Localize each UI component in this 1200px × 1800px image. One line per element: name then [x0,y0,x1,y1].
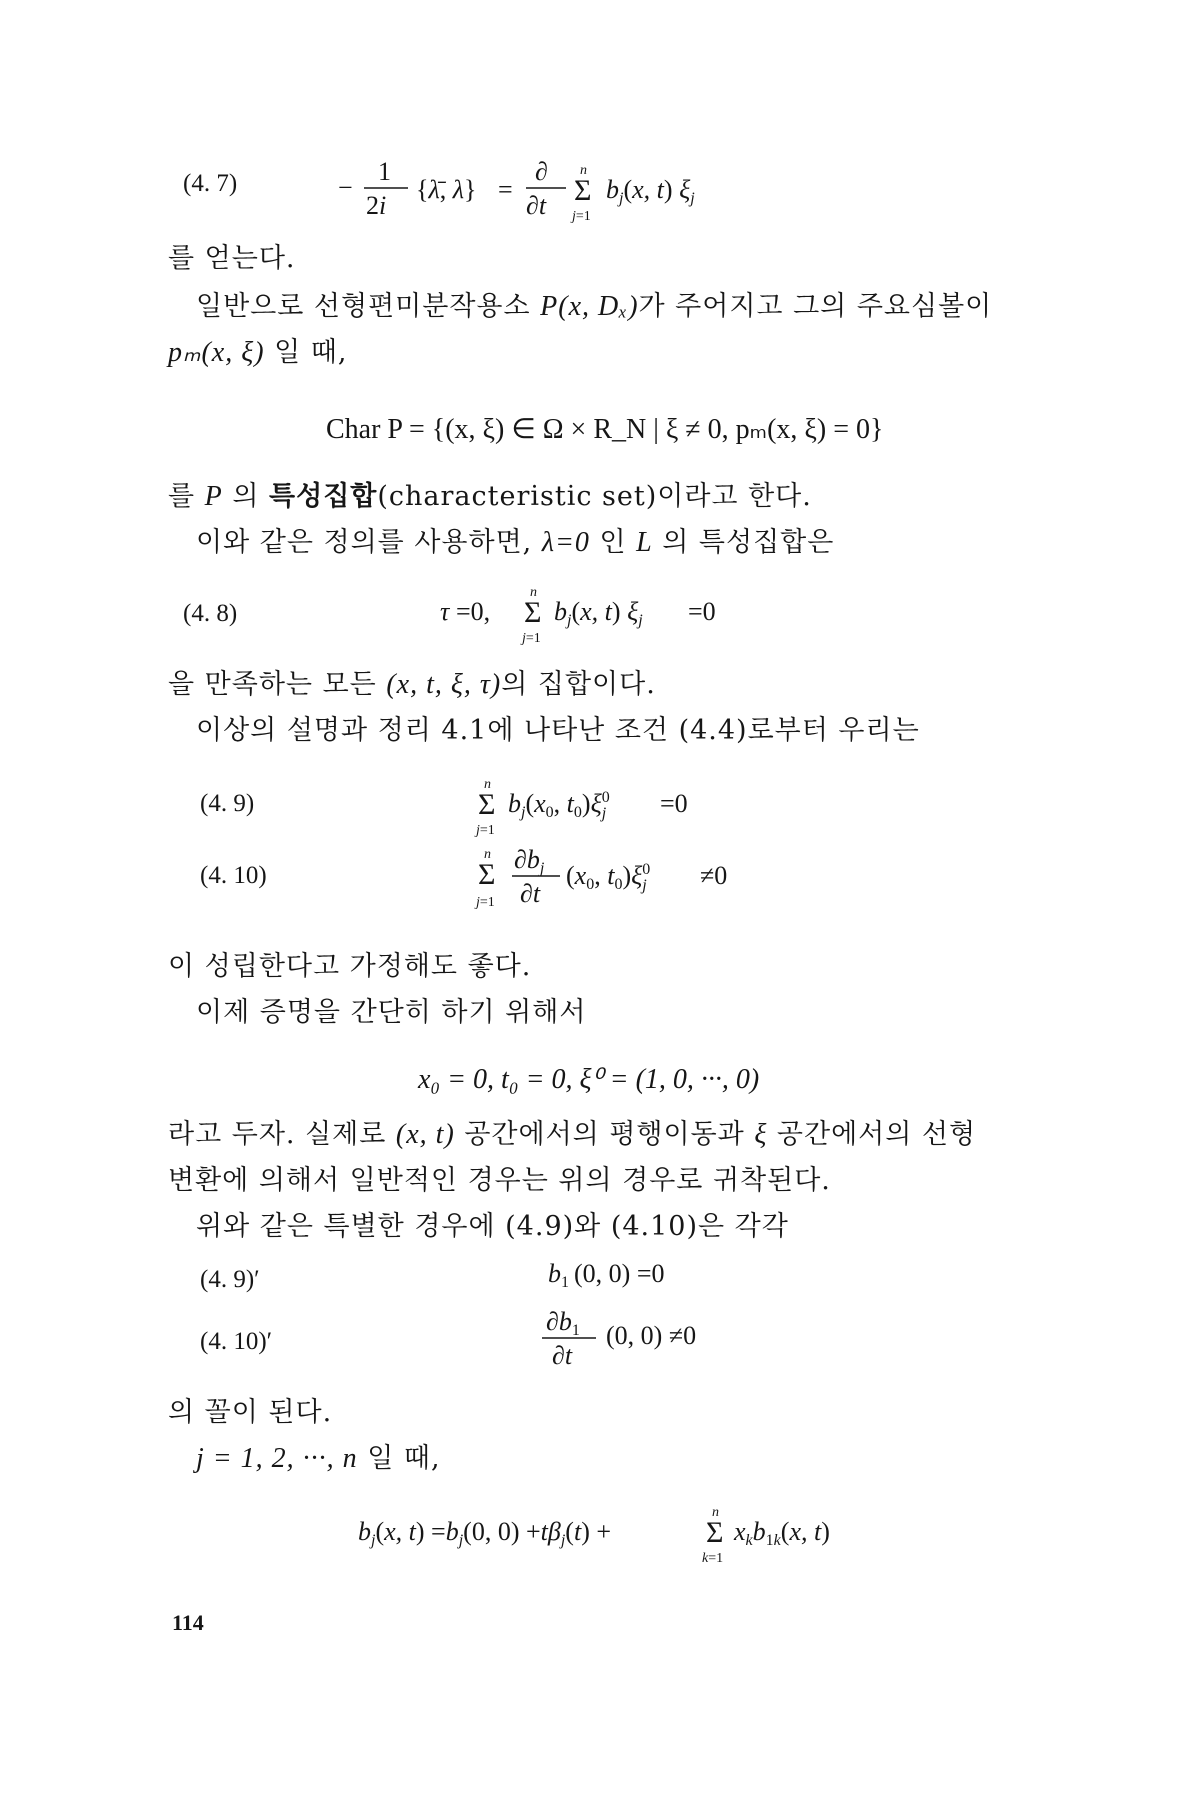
svg-text:j=1: j=1 [572,209,591,224]
math-principal-symbol: pₘ(x, ξ) [168,337,265,368]
text: 라고 두자. 실제로 [168,1119,396,1150]
text: 을 만족하는 모든 [168,669,387,700]
svg-text:Σ: Σ [524,596,542,629]
equation-4-9-prime-graphic [548,1248,728,1298]
text: 의 특성집합은 [652,527,835,558]
text: 일 때, [264,337,348,368]
text: 가 주어지고 그의 주요심볼이 [638,291,993,322]
math-lambda-zero: λ=0 [541,527,590,558]
svg-text:Σ: Σ [706,1516,724,1549]
svg-text:∂t: ∂t [520,879,541,908]
svg-text:∂t: ∂t [526,191,547,220]
svg-text:−: − [338,173,353,202]
text: 를 [168,481,205,512]
text: 이와 같은 정의를 사용하면, [196,527,542,558]
equation-4-10 [478,836,778,916]
origin-values: x₀ = 0, t₀ = 0, ξ⁰ = (1, 0, ···, 0) [418,1064,760,1095]
svg-text:=0: =0 [660,789,688,818]
term-characteristic-set: 특성집합 [269,481,378,512]
paragraph-j-range [196,1442,441,1476]
paragraph-using-definition [196,526,834,560]
text: 일반으로 선형편미분작용소 [196,291,541,322]
text: (characteristic set)이라고 한다. [377,481,812,512]
svg-text:Σ: Σ [574,174,592,207]
svg-text:Σ: Σ [478,788,496,821]
equation-label-4-10: (4. 10) [200,862,267,889]
svg-text:{λ̄, λ}: {λ̄, λ} [416,175,477,204]
paragraph-translation-line2: 변환에 의해서 일반적인 경우는 위의 경우로 귀착된다. [168,1165,831,1196]
characteristic-set-definition: Char P = {(x, ξ) ∈ Ω × R_N | ξ ≠ 0, pₘ(x, ξ) = 0} [326,414,884,445]
paragraph-definition [168,480,812,514]
svg-text:=: = [498,175,513,204]
svg-text:∂b1: ∂b1 [546,1307,580,1339]
svg-text:n: n [712,1505,719,1520]
svg-text:xkb1k(x, t): xkb1k(x, t) [734,1517,830,1549]
svg-text:(0, 0) =0: (0, 0) =0 [574,1259,665,1288]
text: 의 집합이다. [501,669,656,700]
svg-text:(0, 0) ≠0: (0, 0) ≠0 [606,1321,697,1350]
svg-text:∂t: ∂t [552,1341,573,1370]
text: 공간에서의 선형 [767,1119,977,1150]
svg-text:j=1: j=1 [476,895,495,910]
equation-4-10-graphic [478,836,778,916]
text: 공간에서의 평행이동과 [454,1119,755,1150]
equation-label-4-7: (4. 7) [183,170,238,197]
math-xt: (x, t) [395,1119,455,1150]
equation-4-8-graphic [440,576,770,648]
equation-label-4-9-prime: (4. 9)′ [200,1266,260,1293]
text: 일 때, [357,1443,441,1474]
equation-4-8 [440,576,770,648]
paragraph-assume: 이 성립한다고 가정해도 좋다. [168,951,532,982]
paragraph-form: 의 꼴이 된다. [168,1397,333,1428]
svg-text:n: n [530,585,537,600]
math-tuple: (x, t, ξ, τ) [386,669,502,700]
equation-4-10-prime [540,1302,760,1372]
equation-expansion-graphic [358,1496,858,1572]
svg-text:k=1: k=1 [702,1551,724,1566]
math-operator: P(x, Dₓ) [540,291,639,322]
svg-text:∂bj: ∂bj [514,845,545,877]
svg-text:2i: 2i [366,191,387,220]
svg-text:b1: b1 [548,1259,569,1291]
paragraph-simplify: 이제 증명을 간단히 하기 위해서 [196,997,587,1028]
paragraph-set [168,668,656,702]
paragraph-translation-line1 [168,1118,976,1152]
svg-text:bj(x, t) ξj: bj(x, t) ξj [554,597,643,629]
svg-text:=0,: =0, [456,597,491,626]
math-j-range: j = 1, 2, ···, n [196,1443,358,1474]
svg-text:j=1: j=1 [476,823,495,838]
page-number: 114 [172,1610,204,1635]
svg-text:≠0: ≠0 [700,861,728,890]
equation-4-7-graphic [330,150,760,230]
equation-label-4-10-prime: (4. 10)′ [200,1328,273,1355]
paragraph-from-theorem: 이상의 설명과 정리 4.1에 나타난 조건 (4.4)로부터 우리는 [196,715,920,746]
svg-text:bj(x, t) =bj(0, 0) +tβj(t) +: bj(x, t) =bj(0, 0) +tβj(t) + [358,1517,612,1549]
paragraph-result: 를 얻는다. [168,243,296,274]
svg-text:j=1: j=1 [522,631,541,646]
math-xi: ξ [754,1119,768,1150]
text: 인 [589,527,637,558]
equation-origin [418,1062,759,1096]
paragraph-special-case: 위와 같은 특별한 경우에 (4.9)와 (4.10)은 각각 [196,1211,789,1242]
equation-expansion [358,1496,858,1572]
equation-4-9 [478,770,718,840]
math-l: L [636,527,653,558]
svg-text:n: n [484,777,491,792]
equation-4-9-graphic [478,770,718,840]
paragraph-operator-line1 [196,290,992,324]
svg-text:∂: ∂ [535,157,548,186]
math-p: P [204,481,223,512]
svg-text:n: n [580,163,587,178]
svg-text:Σ: Σ [478,858,496,891]
svg-text:(x0, t0)ξ0j: (x0, $t0)\xi^0$ j [566,861,651,894]
equation-4-10-prime-graphic [540,1302,760,1372]
svg-text:bj(x, t) ξj: bj(x, t) ξj [606,175,695,207]
text: 의 [222,481,270,512]
svg-text:1: 1 [378,157,391,186]
svg-text:n: n [484,847,491,862]
equation-4-7 [330,150,760,230]
svg-text:τ: τ [440,597,450,626]
equation-label-4-8: (4. 8) [183,600,238,627]
svg-text:=0: =0 [688,597,716,626]
equation-4-9-prime [548,1248,728,1298]
equation-label-4-9: (4. 9) [200,790,255,817]
paragraph-operator-line2 [168,336,347,370]
svg-text:bj(x0, t0)ξ0j: bj(x0, $t0)\xi^0$ j [508,789,610,822]
